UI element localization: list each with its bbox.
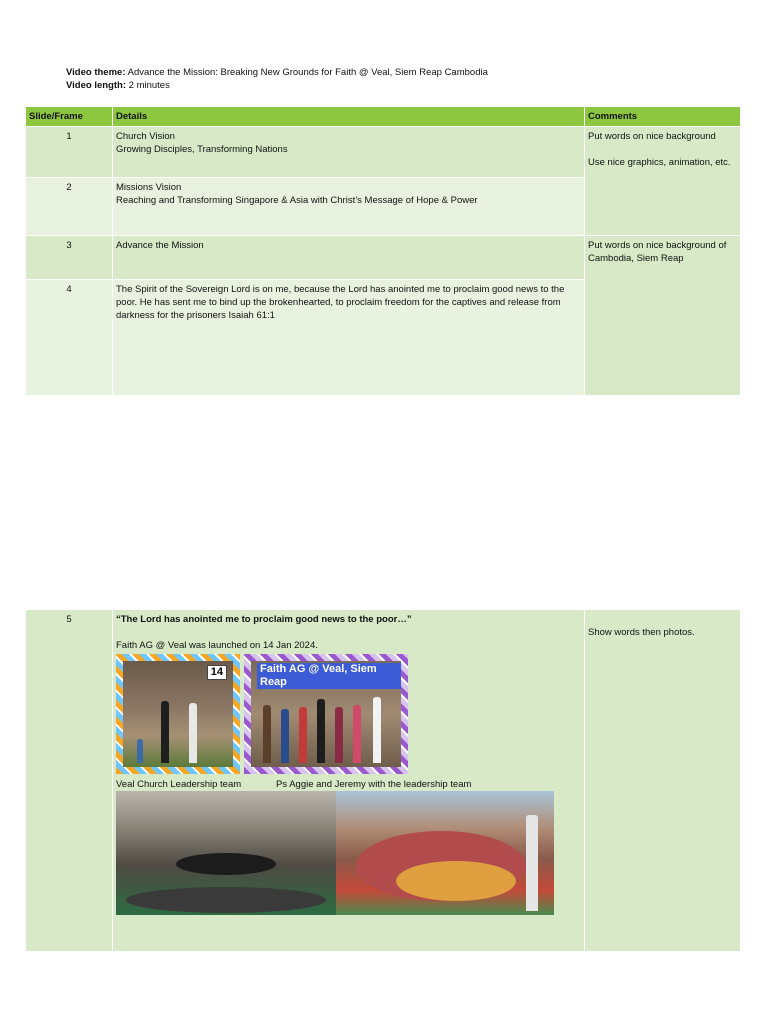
slide-details: The Spirit of the Sovereign Lord is on me, because the Lord has anointed me to proclaim good news to the poor. He has sent me to bind up the brokenhearted, to proclaim freedom for the captives and release from darkness for the prisoners Isaiah 61:1	[113, 280, 585, 396]
video-meta	[66, 66, 488, 92]
worship-photo	[116, 791, 336, 915]
table-row	[26, 127, 741, 178]
details-line: Reaching and Transforming Singapore & Asia with Christ’s Message of Hope & Power	[116, 195, 478, 206]
crowd-photo	[336, 791, 554, 915]
photo-content	[251, 661, 401, 767]
caption-group: Ps Aggie and Jeremy with the leadership team	[276, 779, 472, 790]
photo-captions	[116, 778, 581, 791]
video-theme-label: Video theme:	[66, 67, 126, 78]
slide-comment	[585, 127, 741, 236]
storyboard-table	[25, 106, 741, 396]
table-row	[26, 610, 741, 952]
slide-number: 1	[26, 127, 113, 178]
launch-text: Faith AG @ Veal was launched on 14 Jan 2024.	[116, 640, 318, 651]
person-figure	[161, 701, 169, 763]
person-figure	[189, 703, 197, 763]
video-length-line	[66, 79, 488, 92]
photo-row	[116, 654, 581, 778]
comment-line: Use nice graphics, animation, etc.	[588, 157, 731, 168]
slide-number: 2	[26, 178, 113, 236]
photo-content	[123, 661, 233, 767]
person-figure	[353, 705, 361, 763]
header-details: Details	[113, 107, 585, 127]
photo-title: Faith AG @ Veal, Siem Reap	[257, 663, 401, 689]
slide-number: 5	[26, 610, 113, 952]
caption-leadership: Veal Church Leadership team	[116, 779, 242, 790]
header-row	[26, 107, 741, 127]
audience-group	[126, 887, 326, 913]
crowd-group	[396, 861, 516, 901]
video-theme-value: Advance the Mission: Breaking New Grounds for Faith @ Veal, Siem Reap Cambodia	[127, 67, 488, 78]
details-line: Growing Disciples, Transforming Nations	[116, 144, 288, 155]
slide-comment	[585, 610, 741, 952]
details-line: Missions Vision	[116, 182, 182, 193]
person-figure	[263, 705, 271, 763]
person-figure	[299, 707, 307, 763]
person-figure	[137, 739, 143, 763]
slide-comment: Put words on nice background of Cambodia, Siem Reap	[585, 236, 741, 396]
storyboard-table-continued	[25, 609, 741, 952]
header-comments: Comments	[585, 107, 741, 127]
video-length-label: Video length:	[66, 80, 126, 91]
choir-group	[176, 853, 276, 875]
calendar-badge: 14	[207, 665, 227, 680]
video-theme-line	[66, 66, 488, 79]
slide-details	[113, 127, 585, 178]
slide-details: Advance the Mission	[113, 236, 585, 280]
header-slide-frame: Slide/Frame	[26, 107, 113, 127]
leadership-photo	[116, 654, 240, 774]
slide-number: 4	[26, 280, 113, 396]
person-figure	[373, 697, 381, 763]
person-figure	[526, 815, 538, 911]
group-photo	[244, 654, 408, 774]
slide-quote: “The Lord has anointed me to proclaim good news to the poor…”	[116, 614, 412, 625]
slide-number: 3	[26, 236, 113, 280]
slide-details	[113, 178, 585, 236]
person-figure	[317, 699, 325, 763]
comment-line: Put words on nice background	[588, 131, 716, 142]
person-figure	[335, 707, 343, 763]
person-figure	[281, 709, 289, 763]
details-line: Church Vision	[116, 131, 175, 142]
table-row	[26, 236, 741, 280]
comment-line: Show words then photos.	[588, 627, 695, 638]
congregation-photo	[116, 791, 554, 915]
video-length-value: 2 minutes	[128, 80, 170, 91]
slide-details	[113, 610, 585, 952]
